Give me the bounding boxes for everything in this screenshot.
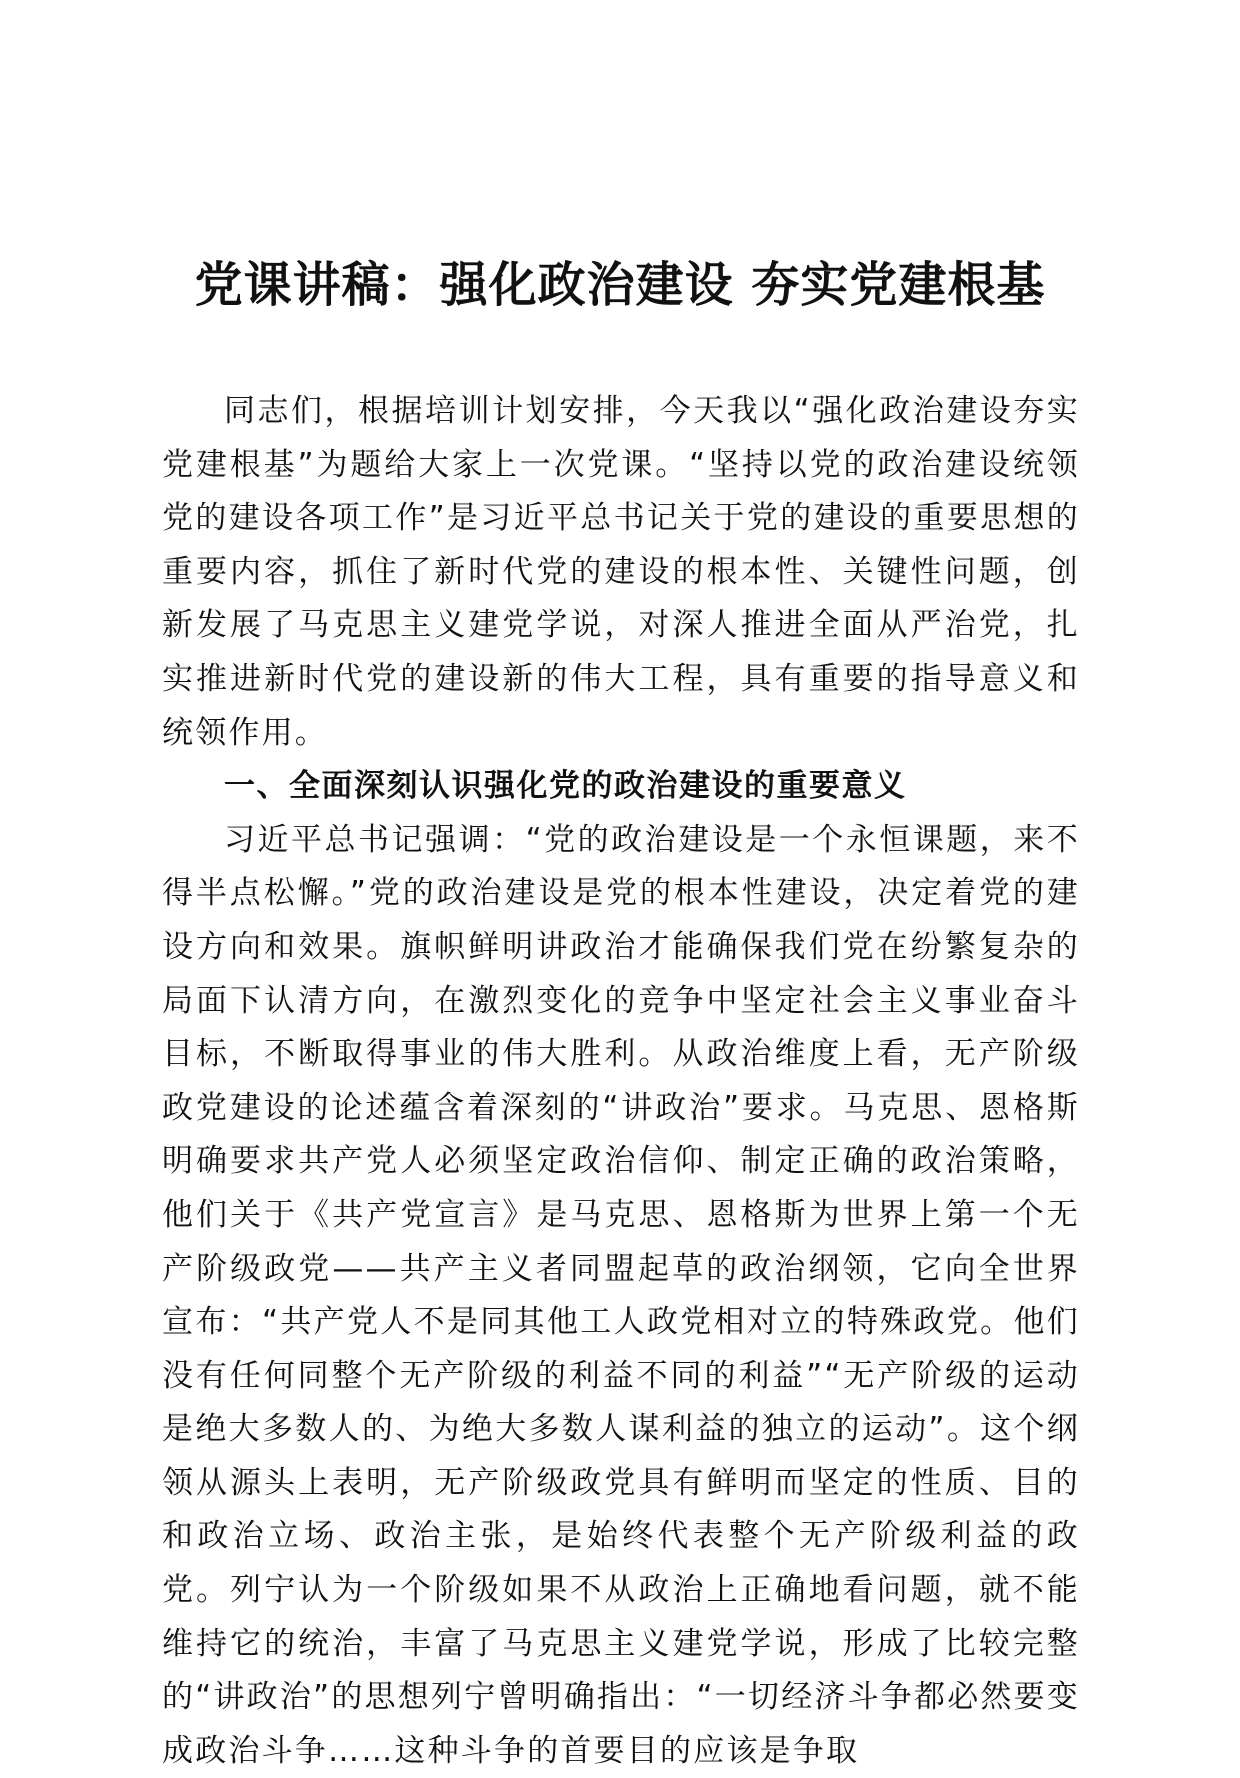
document-title: 党课讲稿：强化政治建设 夯实党建根基: [194, 257, 1046, 313]
intro-paragraph: 同志们，根据培训计划安排，今天我以“强化政治建设夯实党建根基”为题给大家上一次党课。“坚持以党的政治建设统领党的建设各项工作”是习近平总书记关于党的建设的重要思想的重要内容，抓住了新时代党的建设的根本性、关键性问题，创新发展了马克思主义建党学说，对深人推进全面从严治党，扎实推进新时代党的建设新的伟大工程，具有重要的指导意义和统领作用。: [162, 393, 1080, 751]
document-body: [162, 385, 1080, 1778]
section-paragraph: 习近平总书记强调：“党的政治建设是一个永恒课题，来不得半点松懈。”党的政治建设是党的根本性建设，决定着党的建设方向和效果。旗帜鲜明讲政治才能确保我们党在纷繁复杂的局面下认清方向，在激烈变化的竞争中坚定社会主义事业奋斗目标，不断取得事业的伟大胜利。从政治维度上看，无产阶级政党建设的论述蕴含着深刻的“讲政治”要求。马克思、恩格斯明确要求共产党人必须坚定政治信仰、制定正确的政治策略，他们关于《共产党宣言》是马克思、恩格斯为世界上第一个无产阶级政党——共产主义者同盟起草的政治纲领，它向全世界宣布：“共产党人不是同其他工人政党相对立的特殊政党。他们没有任何同整个无产阶级的利益不同的利益”“无产阶级的运动是绝大多数人的、为绝大多数人谋利益的独立的运动”。这个纲领从源头上表明，无产阶级政党具有鲜明而坚定的性质、目的和政治立场、政治主张，是始终代表整个无产阶级利益的政党。列宁认为一个阶级如果不从政治上正确地看问题，就不能维持它的统治，丰富了马克思主义建党学说，形成了比较完整的“讲政治”的思想列宁曾明确指出：“一切经济斗争都必然要变成政治斗争……这种斗争的首要目的应该是争取: [162, 821, 1080, 1769]
section-heading: 一、全面深刻认识强化党的政治建设的重要意义: [224, 768, 907, 805]
